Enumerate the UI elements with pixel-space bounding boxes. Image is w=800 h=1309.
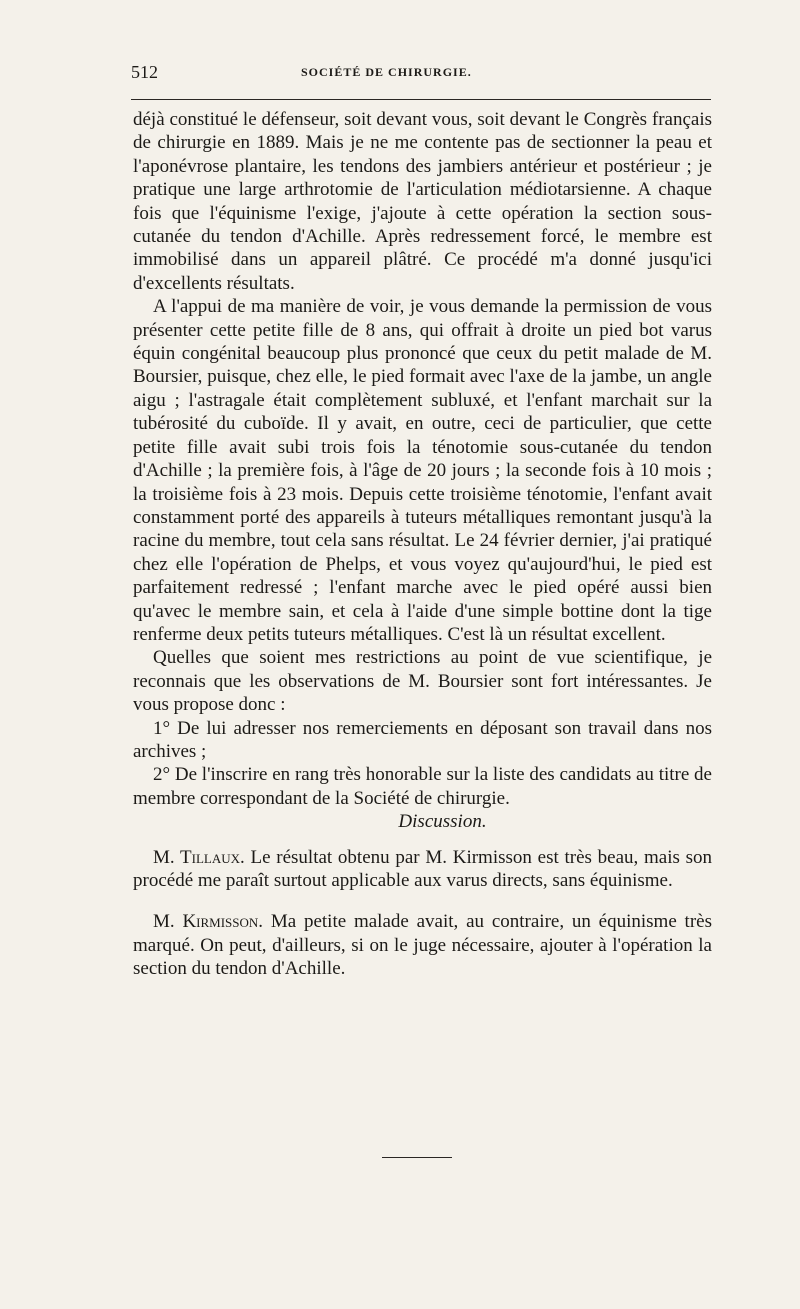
tillaux-text: Le résultat obtenu par M. Kirmisson est très beau, mais son procédé me paraît surtout applicable aux varus directs, sans équinisme.: [133, 846, 712, 891]
spacer: [133, 834, 712, 846]
kirmisson-remark: [133, 910, 712, 980]
paragraph-4: 1° De lui adresser nos remerciements en déposant son travail dans nos archives ;: [133, 717, 712, 762]
paragraph-5: 2° De l'inscrire en rang très honorable sur la liste des candidats au titre de membre correspondant de la Société de chirurgie.: [133, 764, 712, 809]
header-rule: [131, 99, 711, 100]
body-text: [133, 108, 712, 981]
page-header: [131, 62, 711, 86]
discussion-heading: Discussion.: [398, 811, 487, 833]
running-head: SOCIÉTÉ DE CHIRURGIE.: [301, 65, 472, 79]
page-number: 512: [131, 62, 158, 82]
end-rule: [382, 1157, 452, 1158]
paragraph-3: Quelles que soient mes restrictions au point de vue scientifique, je reconnais que les observations de M. Boursier sont fort intéressantes. Je vous propose donc :: [133, 647, 712, 716]
spacer: [133, 892, 712, 910]
paragraph-2: A l'appui de ma manière de voir, je vous demande la permission de vous présenter cette petite fille de 8 ans, qui offrait à droite un pied bot varus équin congénital beaucoup plus prononcé que ceux du petit malade de M. Boursier, puisque, chez elle, le pied formait avec l'axe de la jambe, un angle aigu ; l'astragale était complètement subluxé, et l'enfant marchait sur la tubérosité du cuboïde. Il y avait, en outre, ceci de particulier, que cette petite fille avait subi trois fois la ténotomie sous-cutanée du tendon d'Achille ; la première fois, à l'âge de 20 jours ; la seconde fois à 10 mois ; la troisième fois à 23 mois. Depuis cette troisième ténotomie, l'enfant avait constamment porté des appareils à tuteurs métalliques remontant jusqu'à la racine du membre, tout cela sans résultat. Le 24 février dernier, j'ai pratiqué chez elle l'opération de Phelps, et vous voyez qu'aujourd'hui, le pied est parfaitement redressé ; l'enfant marche avec le pied opéré aussi bien qu'avec le membre sain, et cela à l'aide d'une simple bottine dont la tige renferme deux petits tuteurs métalliques. C'est là un résultat excellent.: [133, 296, 712, 645]
tillaux-remark: [133, 846, 712, 893]
speaker-tillaux: M. Tillaux.: [153, 846, 245, 868]
speaker-kirmisson: M. Kirmisson.: [153, 911, 264, 933]
paragraph-1: déjà constitué le défenseur, soit devant vous, soit devant le Congrès français de chirurgie en 1889. Mais je ne me contente pas de sectionner la peau et l'aponévrose plantaire, les tendons des jambiers antérieur et postérieur ; je pratique une large arthrotomie de l'articulation médiotarsienne. A chaque fois que l'équinisme l'exige, j'ajoute à cette opération la section sous-cutanée du tendon d'Achille. Après redressement forcé, le membre est immobilisé dans un appareil plâtré. Ce procédé m'a donné jusqu'ici d'excellents résultats.: [133, 109, 712, 294]
kirmisson-text: Ma petite malade avait, au contraire, un équinisme très marqué. On peut, d'ailleurs, si on le juge nécessaire, ajouter à l'opération la section du tendon d'Achille.: [133, 911, 712, 980]
